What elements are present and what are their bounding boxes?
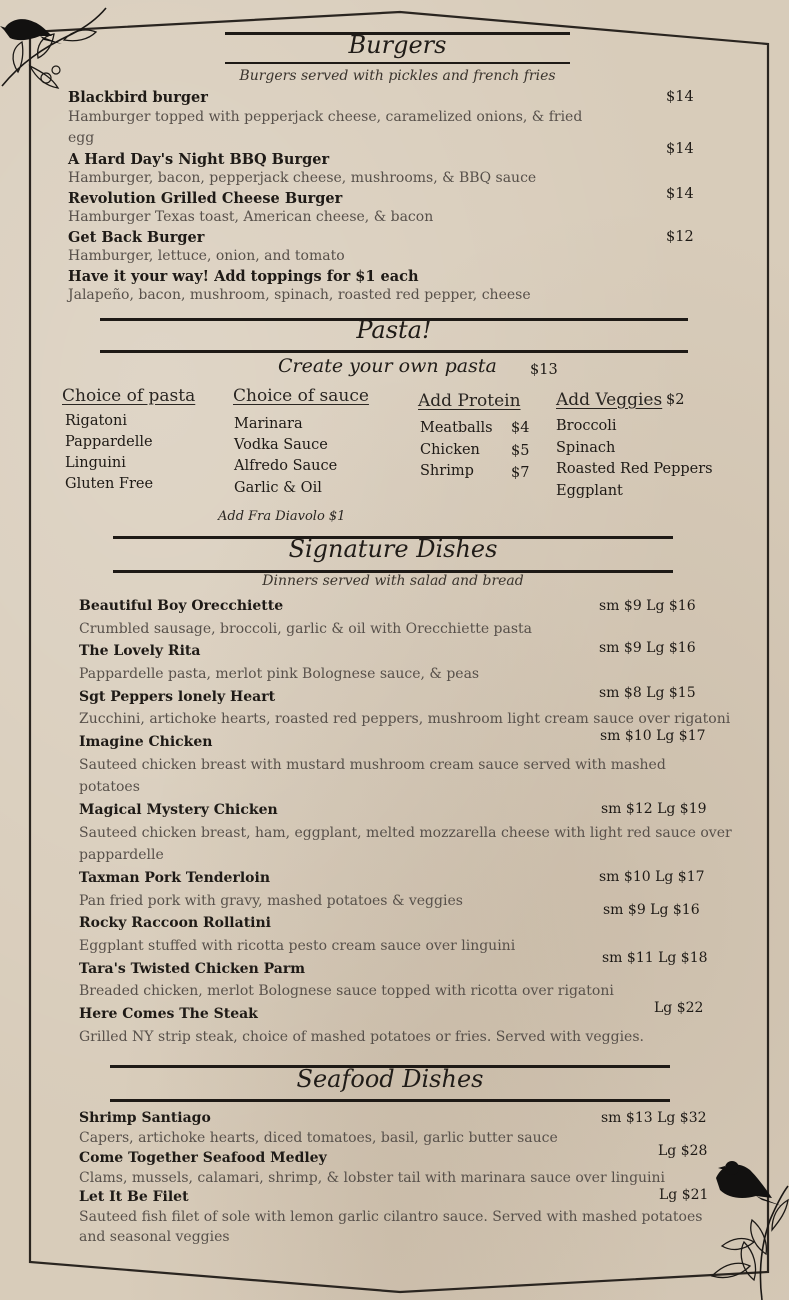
menu-item-desc: Capers, artichoke hearts, diced tomatoes, basil, garlic butter sauce — [79, 1130, 558, 1146]
menu-item-price: sm $12 Lg $19 — [601, 801, 707, 817]
pasta-option: Linguini — [65, 455, 126, 471]
create-your-own-label: Create your own pasta — [278, 355, 497, 377]
menu-item-price: sm $9 Lg $16 — [603, 902, 700, 918]
veggie-option: Roasted Red Peppers — [556, 461, 713, 477]
column-heading: Add Veggies — [556, 390, 663, 410]
section-subtitle-burgers: Burgers served with pickles and french fries — [239, 68, 556, 84]
menu-item-name: Taxman Pork Tenderloin — [79, 870, 270, 886]
menu-item-desc: pappardelle — [79, 847, 164, 863]
column-heading: Add Protein — [418, 391, 521, 411]
menu-item-price: sm $9 Lg $16 — [599, 640, 696, 656]
menu-item-price: sm $10 Lg $17 — [600, 728, 706, 744]
veggie-option: Broccoli — [556, 418, 617, 434]
column-heading: Choice of pasta — [62, 386, 196, 406]
menu-item-price: $14 — [666, 186, 694, 202]
menu-item-desc: Eggplant stuffed with ricotta pesto cream sauce over linguini — [79, 938, 516, 954]
column-heading: Choice of sauce — [233, 386, 369, 406]
menu-item-name: A Hard Day's Night BBQ Burger — [68, 151, 330, 168]
protein-option-price: $4 — [511, 420, 530, 436]
veggies-price: $2 — [666, 392, 685, 408]
fra-diavolo-addon: Add Fra Diavolo $1 — [218, 509, 346, 524]
pasta-option: Rigatoni — [65, 413, 128, 429]
menu-item-price: sm $10 Lg $17 — [599, 869, 705, 885]
menu-item-name: Come Together Seafood Medley — [79, 1150, 327, 1166]
section-title-pasta: Pasta! — [356, 316, 432, 344]
menu-item-name: Here Comes The Steak — [79, 1006, 258, 1022]
pasta-option: Pappardelle — [65, 434, 153, 450]
bird-branch-icon — [0, 0, 110, 95]
veggie-option: Eggplant — [556, 483, 623, 499]
menu-item-name: Revolution Grilled Cheese Burger — [68, 190, 343, 207]
menu-item-name: Have it your way! Add toppings for $1 each — [68, 268, 419, 285]
sauce-option: Marinara — [234, 416, 303, 432]
section-title-burgers: Burgers — [348, 31, 447, 59]
veggie-option: Spinach — [556, 440, 616, 456]
menu-item-price: Lg $21 — [659, 1187, 709, 1203]
menu-item-desc: Hamburger Texas toast, American cheese, & bacon — [68, 209, 434, 225]
menu-item-name: Get Back Burger — [68, 229, 205, 246]
menu-item-price: $14 — [666, 141, 694, 157]
protein-option-name: Shrimp — [420, 463, 474, 479]
menu-item-price: sm $11 Lg $18 — [602, 950, 708, 966]
protein-option-price: $5 — [511, 443, 530, 459]
menu-item-price: sm $9 Lg $16 — [599, 598, 696, 614]
menu-item-desc: potatoes — [79, 779, 140, 795]
menu-item-name: Sgt Peppers lonely Heart — [79, 689, 276, 705]
section-rule — [110, 1099, 670, 1102]
menu-item-price: sm $8 Lg $15 — [599, 685, 696, 701]
menu-item-price: Lg $28 — [658, 1143, 708, 1159]
menu-item-desc: Zucchini, artichoke hearts, roasted red peppers, mushroom light cream sauce over rigatoni — [79, 711, 731, 727]
menu-item-desc: Hamburger, bacon, pepperjack cheese, mushrooms, & BBQ sauce — [68, 170, 537, 186]
menu-item-price: sm $13 Lg $32 — [601, 1110, 707, 1126]
menu-item-desc: Clams, mussels, calamari, shrimp, & lobster tail with marinara sauce over linguini — [79, 1170, 666, 1186]
section-title-seafood: Seafood Dishes — [296, 1065, 484, 1093]
create-your-own-price: $13 — [530, 362, 558, 378]
menu-item-desc: Sauteed chicken breast with mustard mushroom cream sauce served with mashed — [79, 757, 666, 773]
menu-item-desc: egg — [68, 130, 95, 146]
sauce-option: Vodka Sauce — [234, 437, 328, 453]
menu-item-name: Magical Mystery Chicken — [79, 802, 278, 818]
menu-item-desc: Hamburger, lettuce, onion, and tomato — [68, 248, 345, 264]
menu-item-desc: Sauteed chicken breast, ham, eggplant, melted mozzarella cheese with light red sauce over — [79, 825, 732, 841]
pasta-option: Gluten Free — [65, 476, 154, 492]
menu-item-name: Let It Be Filet — [79, 1189, 189, 1205]
section-rule — [225, 62, 570, 64]
protein-option-name: Meatballs — [420, 420, 493, 436]
menu-item-price: $12 — [666, 229, 694, 245]
menu-item-desc: and seasonal veggies — [79, 1229, 230, 1245]
menu-item-name: The Lovely Rita — [79, 643, 201, 659]
menu-item-desc: Jalapeño, bacon, mushroom, spinach, roasted red pepper, cheese — [68, 287, 531, 303]
menu-item-desc: Breaded chicken, merlot Bolognese sauce topped with ricotta over rigatoni — [79, 983, 614, 999]
menu-item-name: Blackbird burger — [68, 89, 208, 106]
section-title-signature: Signature Dishes — [288, 535, 498, 563]
section-subtitle-signature: Dinners served with salad and bread — [262, 573, 524, 589]
sauce-option: Alfredo Sauce — [234, 458, 338, 474]
section-rule — [100, 350, 688, 353]
menu-item-desc: Grilled NY strip steak, choice of mashed potatoes or fries. Served with veggies. — [79, 1029, 644, 1045]
sauce-option: Garlic & Oil — [234, 480, 322, 496]
protein-option-name: Chicken — [420, 442, 480, 458]
menu-item-desc: Crumbled sausage, broccoli, garlic & oil with Orecchiette pasta — [79, 621, 533, 637]
menu-item-desc: Pan fried pork with gravy, mashed potatoes & veggies — [79, 893, 463, 909]
menu-item-price: $14 — [666, 89, 694, 105]
protein-option-price: $7 — [511, 465, 530, 481]
bird-branch-icon — [692, 1150, 789, 1300]
menu-item-name: Imagine Chicken — [79, 734, 213, 750]
menu-item-name: Shrimp Santiago — [79, 1110, 211, 1126]
menu-item-name: Tara's Twisted Chicken Parm — [79, 961, 306, 977]
menu-item-desc: Sauteed fish filet of sole with lemon garlic cilantro sauce. Served with mashed potatoes — [79, 1209, 703, 1225]
menu-item-price: Lg $22 — [654, 1000, 704, 1016]
menu-item-desc: Pappardelle pasta, merlot pink Bolognese sauce, & peas — [79, 666, 480, 682]
menu-item-desc: Hamburger topped with pepperjack cheese, caramelized onions, & fried — [68, 109, 583, 125]
menu-item-name: Rocky Raccoon Rollatini — [79, 915, 271, 931]
menu-item-name: Beautiful Boy Orecchiette — [79, 598, 284, 614]
